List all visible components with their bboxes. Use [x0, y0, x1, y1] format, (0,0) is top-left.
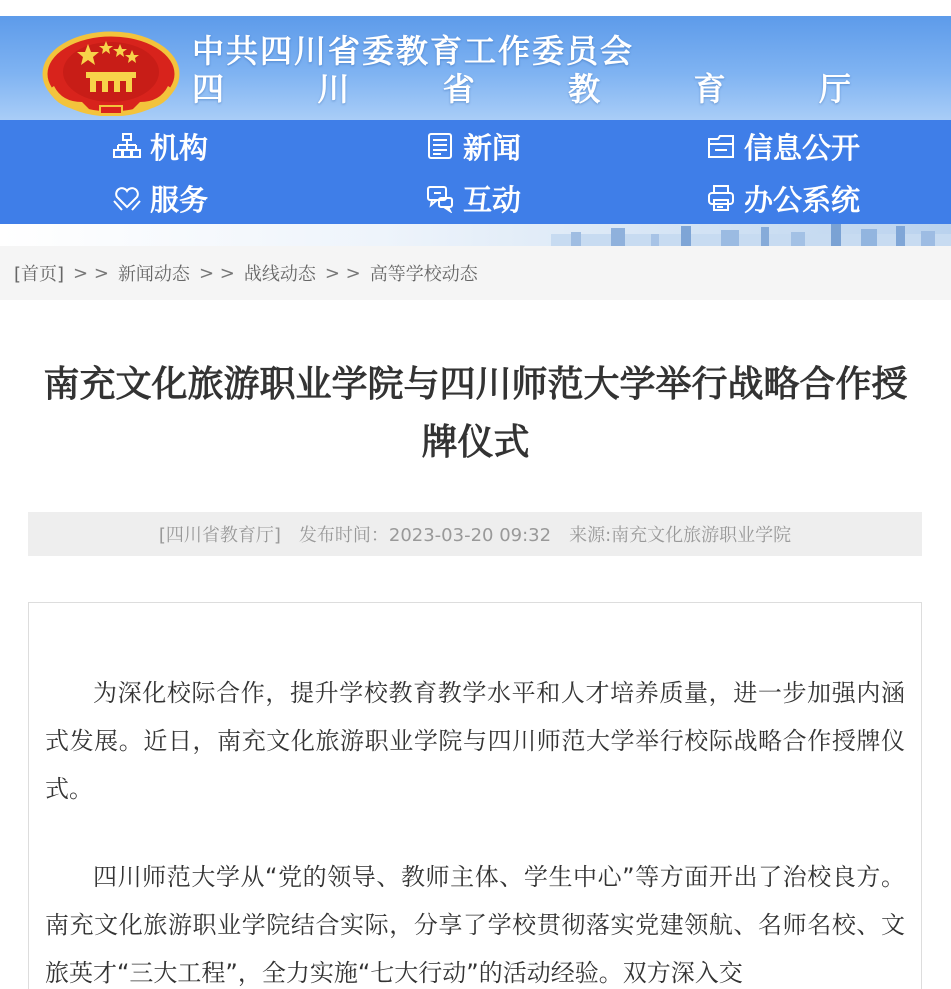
article-source: 来源:南充文化旅游职业学院 [569, 525, 792, 546]
nav-item-services[interactable] [0, 172, 317, 224]
top-spacer [0, 0, 951, 16]
article-publisher: [四川省教育厅] [158, 525, 281, 546]
main-nav [0, 120, 951, 224]
org-title-line2 [192, 70, 857, 108]
breadcrumb-item-frontline[interactable]: 战线动态 [243, 264, 316, 285]
site-banner [0, 16, 951, 120]
nav-item-label: 机构 [150, 130, 209, 165]
heart-hands-icon [112, 183, 142, 213]
nav-item-label: 服务 [150, 182, 209, 217]
news-icon [425, 131, 455, 161]
org-title-line1: 中共四川省委教育工作委员会 [192, 32, 635, 70]
breadcrumb-home[interactable]: [首页] [14, 264, 65, 285]
breadcrumb-separator: > > [198, 262, 235, 284]
nav-item-news[interactable] [317, 120, 634, 172]
article-body [28, 602, 922, 989]
article-meta [28, 512, 922, 556]
org-chart-icon [112, 131, 142, 161]
breadcrumb-separator: > > [324, 262, 361, 284]
breadcrumb-item-news[interactable]: 新闻动态 [117, 264, 190, 285]
breadcrumb-item-universities[interactable]: 高等学校动态 [369, 264, 478, 285]
nav-item-info-disclosure[interactable] [634, 120, 951, 172]
org-title [192, 32, 857, 108]
nav-item-label: 信息公开 [744, 130, 861, 165]
breadcrumb-separator: > > [73, 262, 109, 284]
nav-item-office-system[interactable] [634, 172, 951, 224]
article-publish-time: 发布时间：2023-03-20 09:32 [298, 525, 552, 546]
city-skyline-strip [0, 224, 951, 246]
breadcrumb [0, 246, 951, 300]
article-title: 南充文化旅游职业学院与四川师范大学举行战略合作授牌仪式 [43, 364, 908, 463]
nav-item-label: 新闻 [463, 130, 522, 165]
org-title-char: 育 [693, 70, 726, 108]
org-title-char: 省 [442, 70, 475, 108]
org-title-char: 川 [317, 70, 350, 108]
org-title-char: 教 [568, 70, 601, 108]
article-paragraph: 四川师范大学从“党的领导、教师主体、学生中心”等方面开出了治校良方。南充文化旅游职业学院结合实际，分享了学校贯彻落实党建领航、名师名校、文旅英才“三大工程”，全力实施“七大行动”的活动经验。双方深入交 [45, 863, 905, 987]
nav-item-label: 互动 [463, 182, 522, 217]
printer-icon [706, 183, 736, 213]
nav-item-label: 办公系统 [744, 182, 861, 217]
city-skyline-image [551, 224, 951, 246]
folder-icon [706, 131, 736, 161]
nav-item-interaction[interactable] [317, 172, 634, 224]
national-emblem-icon[interactable] [40, 28, 182, 116]
org-title-char: 厅 [818, 70, 851, 108]
article-paragraph: 为深化校际合作，提升学校教育教学水平和人才培养质量，进一步加强内涵式发展。近日，南充文化旅游职业学院与四川师范大学举行校际战略合作授牌仪式。 [45, 679, 905, 803]
chat-icon [425, 183, 455, 213]
org-title-char: 四 [192, 70, 225, 108]
nav-item-institutions[interactable] [0, 120, 317, 172]
